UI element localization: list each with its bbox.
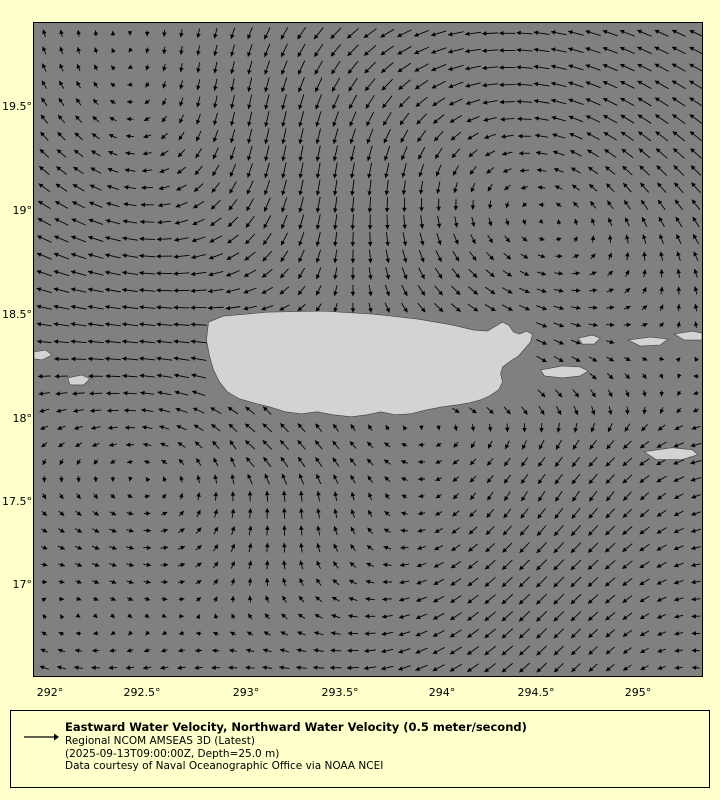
land-polygons bbox=[34, 23, 702, 676]
x-axis-tick-label: 293.5° bbox=[321, 686, 359, 699]
x-axis-tick-label: 295° bbox=[624, 686, 652, 699]
y-axis-tick-label: 18° bbox=[12, 412, 32, 425]
x-axis-tick-label: 294.5° bbox=[517, 686, 555, 699]
caption-text-block bbox=[65, 720, 695, 773]
y-axis-tick-label: 17° bbox=[12, 578, 32, 591]
caption-timestamp: (2025-09-13T09:00:00Z, Depth=25.0 m) bbox=[65, 747, 280, 760]
x-axis-tick-label: 293° bbox=[232, 686, 260, 699]
y-axis-tick-label: 19.5° bbox=[2, 100, 32, 113]
caption-dataset: Regional NCOM AMSEAS 3D (Latest) bbox=[65, 735, 255, 747]
caption-title: Eastward Water Velocity, Northward Water Velocity (0.5 meter/second) bbox=[65, 720, 527, 734]
vector-arrow-icon bbox=[23, 731, 59, 743]
legend-caption-box bbox=[10, 710, 710, 788]
y-axis-tick-label: 17.5° bbox=[2, 495, 32, 508]
x-axis-tick-label: 294° bbox=[428, 686, 456, 699]
map-plot-area[interactable] bbox=[33, 22, 703, 677]
caption-credit: Data courtesy of Naval Oceanographic Office via NOAA NCEI bbox=[65, 760, 384, 772]
x-axis-tick-label: 292° bbox=[36, 686, 64, 699]
y-axis-tick-label: 18.5° bbox=[2, 308, 32, 321]
y-axis-tick-label: 19° bbox=[12, 204, 32, 217]
x-axis-tick-label: 292.5° bbox=[123, 686, 161, 699]
